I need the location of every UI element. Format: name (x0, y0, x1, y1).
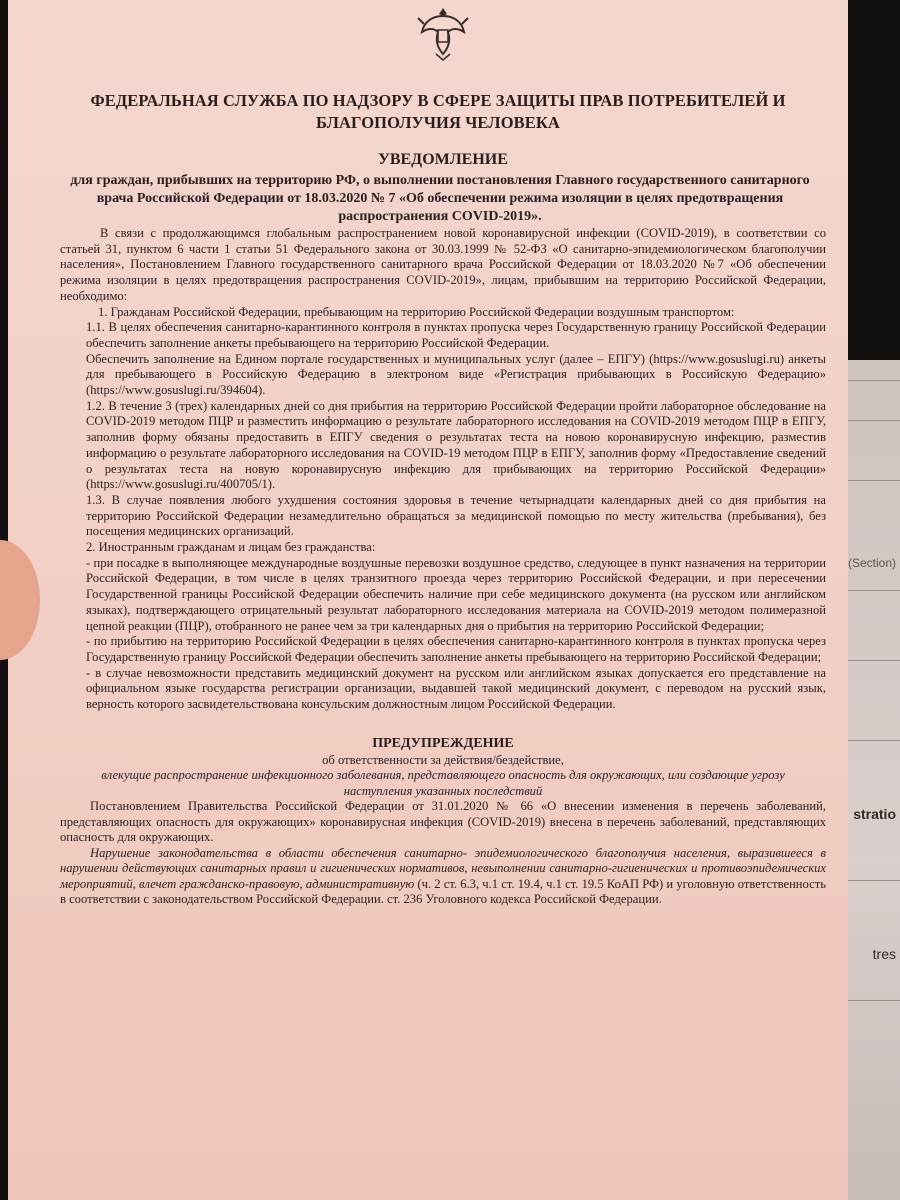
notice-title: УВЕДОМЛЕНИЕ (378, 151, 508, 168)
notice-body (60, 226, 826, 713)
warning-subtitle-1: об ответственности за действия/бездействие, (322, 752, 564, 767)
item-1-1-portal: Обеспечить заполнение на Едином портале государственных и муниципальных услуг (далее – ЕПГУ) (https://www.gosuslugi.ru) анкеты для пребывающего в Российскую Федерацию в электроном виде «Регистрация прибывающих в Российскую Федерацию» (https://www.gosuslugi.ru/394604). (86, 351, 826, 398)
item-1: 1. Гражданам Российской Федерации, пребывающим на территорию Российской Федерации воздушным транспортом: (98, 304, 735, 319)
warning-subtitle-2: влекущие распространение инфекционного заболевания, представляющего опасность для окружающих, или создающие угрозу наступления указанных последствий (101, 768, 785, 798)
coat-of-arms-emblem (414, 2, 472, 64)
item-1-1: 1.1. В целях обеспечения санитарно-карантинного контроля в пунктах пропуска через Государственную границу Российской Федерации обеспечить заполнение анкеты пребывающего на территорию Российской Федерации. (86, 320, 826, 350)
warning-paragraph-2 (60, 846, 826, 908)
document-sheet (8, 0, 848, 1200)
item-2-a: - при посадке в выполняющее международные воздушные перевозки воздушное средство, следующее в пункт назначения на территории Российской Федерации, в том числе в целях транзитного проезда через территорию Российской Федерации, и при пересечении Государственной границы Российской Федерации обеспечить наличие при себе медицинского документа (на русском или английском языках), подтверждающего отрицательный результат лабораторного исследования материала на COVID-2019 методом полимеразной цепной реакции (ПЦР), отобранного не ранее чем за три календарных дня о прибытия на территорию Российской Федерации; (86, 555, 826, 633)
warning-paragraph-2-lead: Нарушение законодательства в области обеспечения санитарно- эпидемиологического благополучия населения, выразившееся в нарушении действующих санитарных правил и гигиенических нормативов, невыполнении санитарно-гигиенических и противоэпидемических мероприятий, влечет гражданско-правовую, административную (60, 845, 826, 891)
item-1-3: 1.3. В случае появления любого ухудшения состояния здоровья в течение четырнадцати календарных дней со дня прибытия на территорию Российской Федерации незамедлительно обращаться за медицинской помощью по месту жительства (пребывания), без посещения медицинских организаций. (86, 492, 826, 539)
warning-body (60, 799, 826, 908)
background-fragment: tres (872, 946, 896, 962)
background-fragment: (Section) (847, 556, 896, 570)
background-fragment: stratio (853, 806, 896, 822)
item-2: 2. Иностранным гражданам и лицам без гражданства: (86, 540, 376, 555)
notice-subtitle: для граждан, прибывших на территорию РФ, о выполнении постановления Главного государственного санитарного врача Российской Федерации от 18.03.2020 № 7 «Об обеспечении режима изоляции в целях предотвращения распространения COVID-2019». (70, 173, 810, 224)
item-2-b: - по прибытию на территорию Российской Федерации в целях обеспечения санитарно-карантинного контроля в пунктах пропуска через Государственную границу Российской Федерации обеспечить заполнение анкеты пребывающего на территорию Российской Федерации; (86, 634, 826, 664)
item-1-2: 1.2. В течение 3 (трех) календарных дней со дня прибытия на территорию Российской Федерации пройти лабораторное обследование на COVID-2019 методом ПЦР и разместить информацию о результате лабораторного исследования на COVID-2019 методом ПЦР в ЕПГУ, заполнив форму обязаны предоставить в ЕПГУ сведения о результатах теста на новою коронавирусную инфекцию, разместив информацию о результате лабораторного исследования на COVID-19 методом ПЦР в ЕПГУ, заполнив форму «Предоставление сведений о результатах теста на новую коронавирусную инфекцию для прибывающих на территорию Российской Федерации» (https://www.gosuslugi.ru/400705/1). (86, 398, 826, 492)
agency-title: ФЕДЕРАЛЬНАЯ СЛУЖБА ПО НАДЗОРУ В СФЕРЕ ЗАЩИТЫ ПРАВ ПОТРЕБИТЕЛЕЙ И БЛАГОПОЛУЧИЯ ЧЕЛОВЕКА (90, 91, 786, 132)
warning-title: ПРЕДУПРЕЖДЕНИЕ (372, 735, 514, 751)
warning-paragraph-1: Постановлением Правительства Российской Федерации от 31.01.2020 № 66 «О внесении изменения в перечень заболеваний, представляющих опасность для окружающих» коронавирусная инфекция (COVID-2019) внесена в перечень заболеваний, представляющих опасность для окружающих. (60, 799, 826, 845)
item-2-c: - в случае невозможности представить медицинский документ на русском или английском языках допускается его представление на официальном языке государства регистрации организации, выдавшей такой медицинский документ, с переводом на русский язык, верность которого засвидетельствована консульским должностным лицом Российской Федерации. (86, 665, 826, 712)
intro-paragraph: В связи с продолжающимся глобальным распространением новой коронавирусной инфекции (COVID-2019), в соответствии со статьей 31, пунктом 6 части 1 статьи 51 Федерального закона от 30.03.1999 № 52-ФЗ «О санитарно-эпидемиологическом благополучии населения», Постановлением Главного государственного санитарного врача Российской Федерации от 18.03.2020 №7 «Об обеспечении режима изоляции в целях предотвращения распространения COVID-2019», лицам, прибывшим на территорию Российской Федерации, необходимо: (60, 226, 826, 303)
warning-paragraph-2-rest: (ч. 2 ст. 6.3, ч.1 ст. 19.4, ч.1 ст. 19.5 КоАП РФ) и уголовную ответственность в соответствии с законодательством Российской Федерации. ст. 236 Уголовного кодекса Российской Федерации. (60, 876, 826, 907)
